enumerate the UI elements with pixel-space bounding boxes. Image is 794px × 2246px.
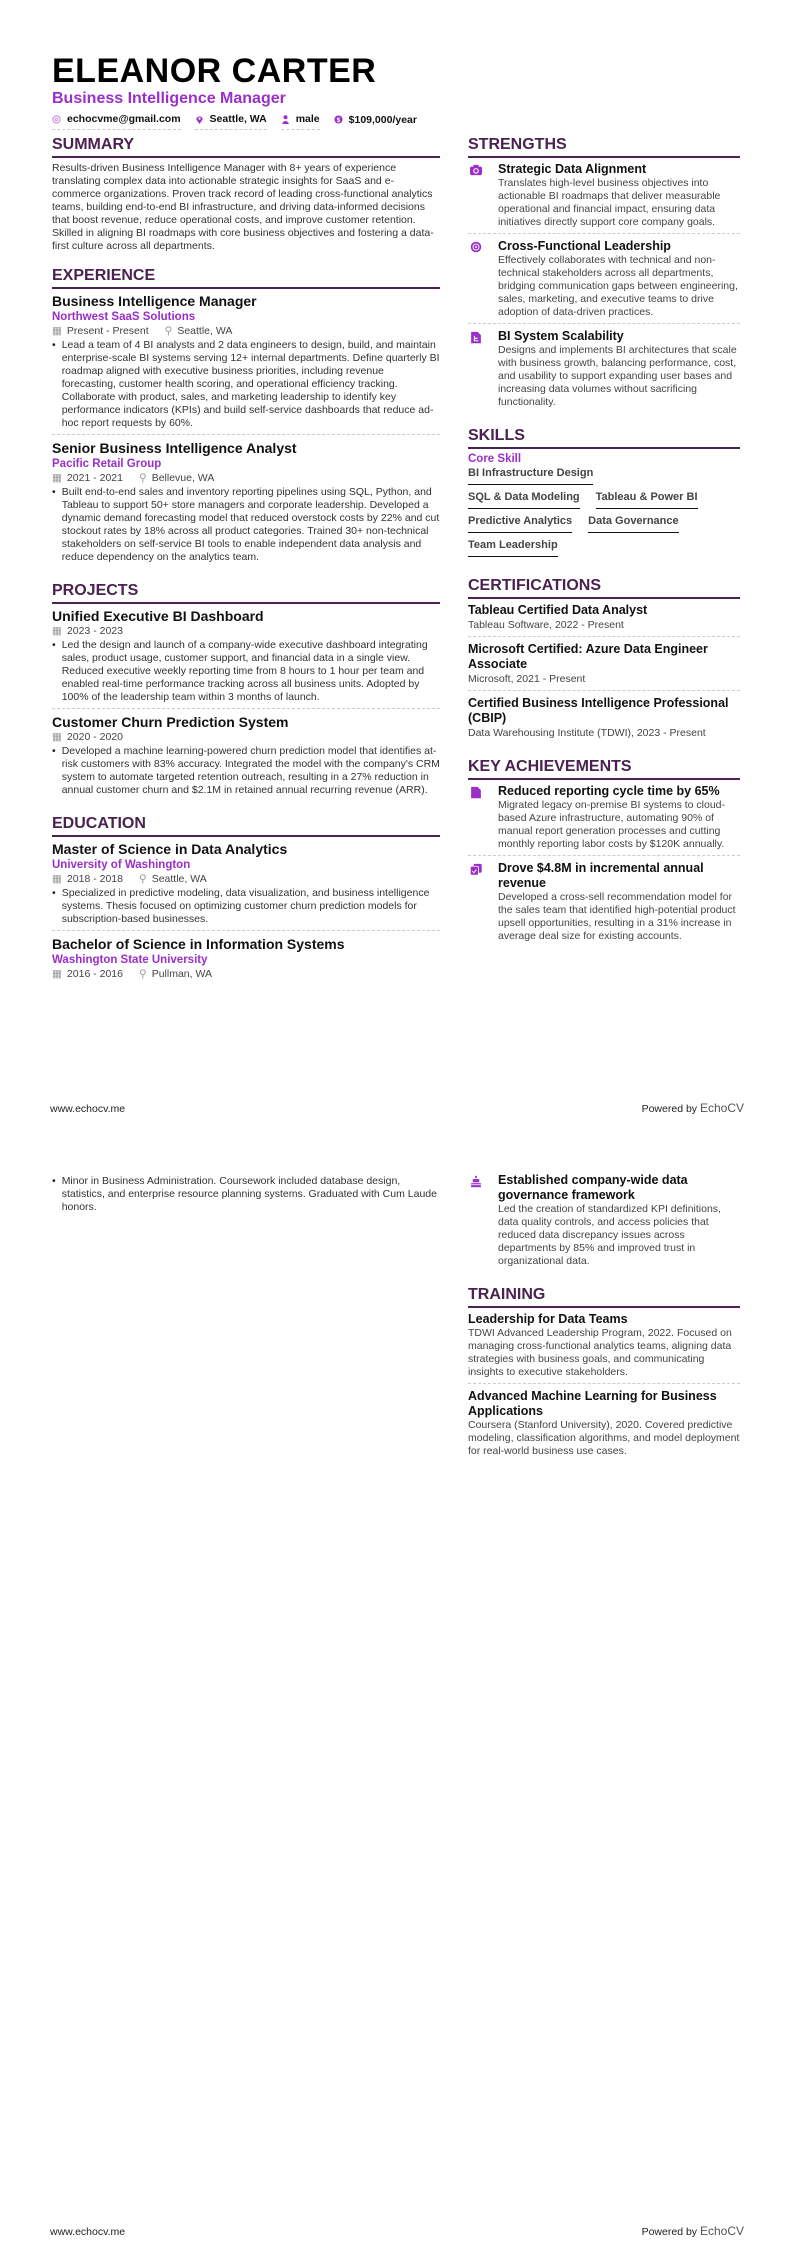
summary-section xyxy=(52,136,440,253)
skill-tag: Tableau & Power BI xyxy=(596,491,698,509)
education-item xyxy=(52,841,440,931)
project-bullet: • Developed a machine learning-powered churn prediction model that identifies at-risk customers with 83% accuracy. Integrated the model with the company's CRM system to automate targeted retention outreach, resulting in a 27% reduction in annual customer churn and $2.1M in retained annual recurring revenue (ARR). xyxy=(61,745,440,796)
strengths-section xyxy=(468,136,740,413)
achievement-text: Led the creation of standardized KPI definitions, data quality controls, and access policies that reduced data discrepancy issues across departments by 85% and improved trust in organizational data. xyxy=(498,1203,721,1267)
school-name: University of Washington xyxy=(52,859,191,871)
edu-location: Pullman, WA xyxy=(151,968,212,980)
degree-title: Bachelor of Science in Information Systems xyxy=(52,936,345,952)
strength-item xyxy=(468,162,740,234)
job-bullet: • Built end-to-end sales and inventory reporting pipelines using SQL, Python, and Tableau to support 50+ store managers and corporate leadership. Developed a dynamic demand forecasting model that reduced overstock costs by 22% and cut stockout rates by 18% across all product categories. Trained 30+ non-technical stakeholders on self-service BI tools to enable independent data analysis and reduce dependency on the analytics team. xyxy=(61,486,440,563)
achievement-item xyxy=(468,784,740,856)
calendar-icon: ▦ xyxy=(52,625,62,637)
location-icon: ⚲ xyxy=(138,873,147,885)
skill-tag: Predictive Analytics xyxy=(468,515,572,533)
education-item xyxy=(52,936,440,986)
location-icon: ⚲ xyxy=(138,968,147,980)
section-heading: PROJECTS xyxy=(52,582,440,604)
cake-icon xyxy=(468,1173,484,1188)
brand-name[interactable]: EchoCV xyxy=(699,2224,744,2238)
achievements-section xyxy=(468,758,740,947)
section-heading: EXPERIENCE xyxy=(52,267,440,289)
resume-page-2 xyxy=(0,1123,794,2246)
candidate-name: ELEANOR CARTER xyxy=(52,52,377,90)
skill-tag: SQL & Data Modeling xyxy=(468,491,580,509)
job-dates: Present - Present xyxy=(66,325,149,337)
right-column xyxy=(468,1173,740,1476)
skill-tag: BI Infrastructure Design xyxy=(468,467,593,485)
footer-site[interactable]: www.echocv.me xyxy=(50,1103,126,1115)
section-heading: SUMMARY xyxy=(52,136,440,158)
projects-section xyxy=(52,582,440,801)
footer-site[interactable]: www.echocv.me xyxy=(50,2226,126,2238)
cert-title: Microsoft Certified: Azure Data Engineer Associate xyxy=(468,642,708,671)
training-section xyxy=(468,1286,740,1462)
strength-text: Designs and implements BI architectures that scale with business growth, balancing performance, cost, and usability to support expanding user bases and increasing data volumes without sacrificing functionality. xyxy=(498,344,737,408)
job-location: Bellevue, WA xyxy=(151,472,215,484)
footer-powered xyxy=(642,2224,744,2238)
strength-item xyxy=(468,239,740,324)
footer-powered xyxy=(642,1101,744,1115)
job-title: Senior Business Intelligence Analyst xyxy=(52,440,297,456)
education-section xyxy=(52,815,440,986)
section-heading: EDUCATION xyxy=(52,815,440,837)
copy-check-icon xyxy=(468,861,484,876)
job-title: Business Intelligence Manager xyxy=(52,293,257,309)
camera-icon xyxy=(468,162,484,176)
experience-item xyxy=(52,440,440,568)
degree-title: Master of Science in Data Analytics xyxy=(52,841,288,857)
achievement-title: Reduced reporting cycle time by 65% xyxy=(498,784,720,798)
project-item xyxy=(52,714,440,801)
training-item xyxy=(468,1312,740,1384)
section-heading: CERTIFICATIONS xyxy=(468,577,740,599)
strength-text: Translates high-level business objectives into actionable BI roadmaps that deliver measurable operational and financial impact, ensuring data initiatives directly support core company goals. xyxy=(498,177,721,228)
file-icon xyxy=(468,784,484,799)
achievement-item xyxy=(468,1173,740,1272)
project-dates: 2023 - 2023 xyxy=(66,625,123,637)
achievement-title: Drove $4.8M in incremental annual revenue xyxy=(498,861,704,890)
certification-item xyxy=(468,696,740,744)
project-dates: 2020 - 2020 xyxy=(66,731,123,743)
section-heading: TRAINING xyxy=(468,1286,740,1308)
certification-item xyxy=(468,642,740,691)
strength-title: Cross-Functional Leadership xyxy=(498,239,671,253)
section-heading: STRENGTHS xyxy=(468,136,740,158)
core-skill-label: Core Skill xyxy=(468,453,522,465)
skill-tag: Team Leadership xyxy=(468,539,558,557)
calendar-icon: ▦ xyxy=(52,731,62,743)
achievement-text: Developed a cross-sell recommendation model for the sales team that identified high-potential product upsell opportunities, resulting in a 31% increase in average deal size for existing accounts. xyxy=(498,891,736,942)
calendar-icon: ▦ xyxy=(52,873,62,885)
contact-info xyxy=(52,113,752,135)
contact-email[interactable]: echocvme@gmail.com xyxy=(67,113,181,125)
section-heading: KEY ACHIEVEMENTS xyxy=(468,758,740,780)
powered-label: Powered by xyxy=(641,1103,698,1115)
cert-issuer: Microsoft, 2021 - Present xyxy=(468,673,586,685)
contact-location: Seattle, WA xyxy=(209,113,267,125)
edu-dates: 2016 - 2016 xyxy=(66,968,123,980)
strength-title: Strategic Data Alignment xyxy=(498,162,647,176)
right-column xyxy=(468,136,740,961)
training-text: TDWI Advanced Leadership Program, 2022. Focused on managing cross-functional analytics teams, aligning data strategies with business goals, and communicating insights to executive stakeholders. xyxy=(468,1327,732,1378)
svg-text:$: $ xyxy=(336,116,340,124)
experience-section xyxy=(52,267,440,568)
school-name: Washington State University xyxy=(52,954,208,966)
resume-header xyxy=(52,52,752,135)
skills-section xyxy=(468,427,740,557)
location-icon xyxy=(195,115,204,124)
edu-dates: 2018 - 2018 xyxy=(66,873,123,885)
project-bullet: • Led the design and launch of a company-wide executive dashboard integrating sales, product usage, customer support, and financial data in a single view. Reduced executive weekly reporting time from 8 hours to 1 hour per team and enabled real-time performance tracking across all business units. Adopted by 100% of the leadership team within 3 months of launch. xyxy=(61,639,428,703)
cert-title: Tableau Certified Data Analyst xyxy=(468,603,648,617)
experience-item xyxy=(52,293,440,435)
certification-item xyxy=(468,603,740,637)
job-dates: 2021 - 2021 xyxy=(66,472,123,484)
achievement-text: Migrated legacy on-premise BI systems to cloud-based Azure infrastructure, automating 90% of manual report generation processes and cutting monthly reporting labor costs by $120K annually. xyxy=(498,799,726,850)
strength-title: BI System Scalability xyxy=(498,329,624,343)
certifications-section xyxy=(468,577,740,744)
achievement-title: Established company-wide data governance framework xyxy=(498,1173,688,1202)
job-bullet: • Lead a team of 4 BI analysts and 2 data engineers to design, build, and maintain enterprise-scale BI systems serving 12+ internal departments. Define quarterly BI roadmap aligned with executive business priorities, including revenue forecasting, customer health scoring, and operational efficiency tracking. Collaborate with product, sales, and marketing leadership to identify key performance indicators (KPIs) and build self-service dashboards that reduce ad-hoc report requests by 60%. xyxy=(61,339,440,429)
strength-item xyxy=(468,329,740,413)
calendar-icon: ▦ xyxy=(52,472,62,484)
cert-title: Certified Business Intelligence Professional (CBIP) xyxy=(468,696,729,725)
edu-bullet: • Minor in Business Administration. Coursework included database design, statistics, and enterprise resource planning systems. Graduated with Cum Laude honors. xyxy=(61,1175,437,1213)
candidate-title: Business Intelligence Manager xyxy=(52,90,286,107)
training-text: Coursera (Stanford University), 2020. Covered predictive modeling, classification algorithms, and model deployment for real-world business use cases. xyxy=(468,1419,740,1457)
skill-tag: Data Governance xyxy=(588,515,678,533)
project-title: Unified Executive BI Dashboard xyxy=(52,608,264,624)
section-heading: SKILLS xyxy=(468,427,740,449)
company-name: Northwest SaaS Solutions xyxy=(52,311,196,323)
cert-issuer: Data Warehousing Institute (TDWI), 2023 - Present xyxy=(468,727,706,739)
money-icon xyxy=(334,115,343,124)
left-column xyxy=(52,1175,440,1214)
training-item xyxy=(468,1389,740,1462)
achievement-item xyxy=(468,861,740,947)
at-icon xyxy=(52,115,61,124)
cert-issuer: Tableau Software, 2022 - Present xyxy=(468,619,624,631)
powered-label: Powered by xyxy=(641,2226,698,2238)
summary-text: Results-driven Business Intelligence Manager with 8+ years of experience translating complex data into actionable strategic insights for SaaS and e-commerce organizations. Proven track record of leading cross-functional analytics teams, building end-to-end BI infrastructure, and driving data-informed decisions that boost revenue, reduce operational costs, and improve customer retention. Skilled in aligning BI roadmaps with core business objectives and fostering a data-first culture across all departments. xyxy=(52,162,434,252)
user-icon xyxy=(281,115,290,124)
contact-gender: male xyxy=(295,113,320,125)
training-title: Advanced Machine Learning for Business Applications xyxy=(468,1389,717,1418)
gear-icon xyxy=(468,239,484,253)
contact-salary: $109,000/year xyxy=(348,113,417,126)
calendar-icon: ▦ xyxy=(52,968,62,980)
company-name: Pacific Retail Group xyxy=(52,458,162,470)
calendar-icon: ▦ xyxy=(52,325,62,337)
brand-name[interactable]: EchoCV xyxy=(699,1101,744,1115)
strength-text: Effectively collaborates with technical and non-technical stakeholders across all departments, bridging communication gaps between engineering, sales, marketing, and executive teams to drive adoption of data-driven practices. xyxy=(498,254,738,318)
project-item xyxy=(52,608,440,709)
training-title: Leadership for Data Teams xyxy=(468,1312,628,1326)
location-icon: ⚲ xyxy=(164,325,173,337)
location-icon: ⚲ xyxy=(138,472,147,484)
job-location: Seattle, WA xyxy=(177,325,233,337)
edu-location: Seattle, WA xyxy=(151,873,207,885)
left-column xyxy=(52,136,440,1000)
document-icon xyxy=(468,329,484,344)
project-title: Customer Churn Prediction System xyxy=(52,714,289,730)
edu-bullet: • Specialized in predictive modeling, data visualization, and business intelligence systems. Thesis focused on optimizing customer churn prediction models for subscription-based businesses. xyxy=(61,887,430,925)
